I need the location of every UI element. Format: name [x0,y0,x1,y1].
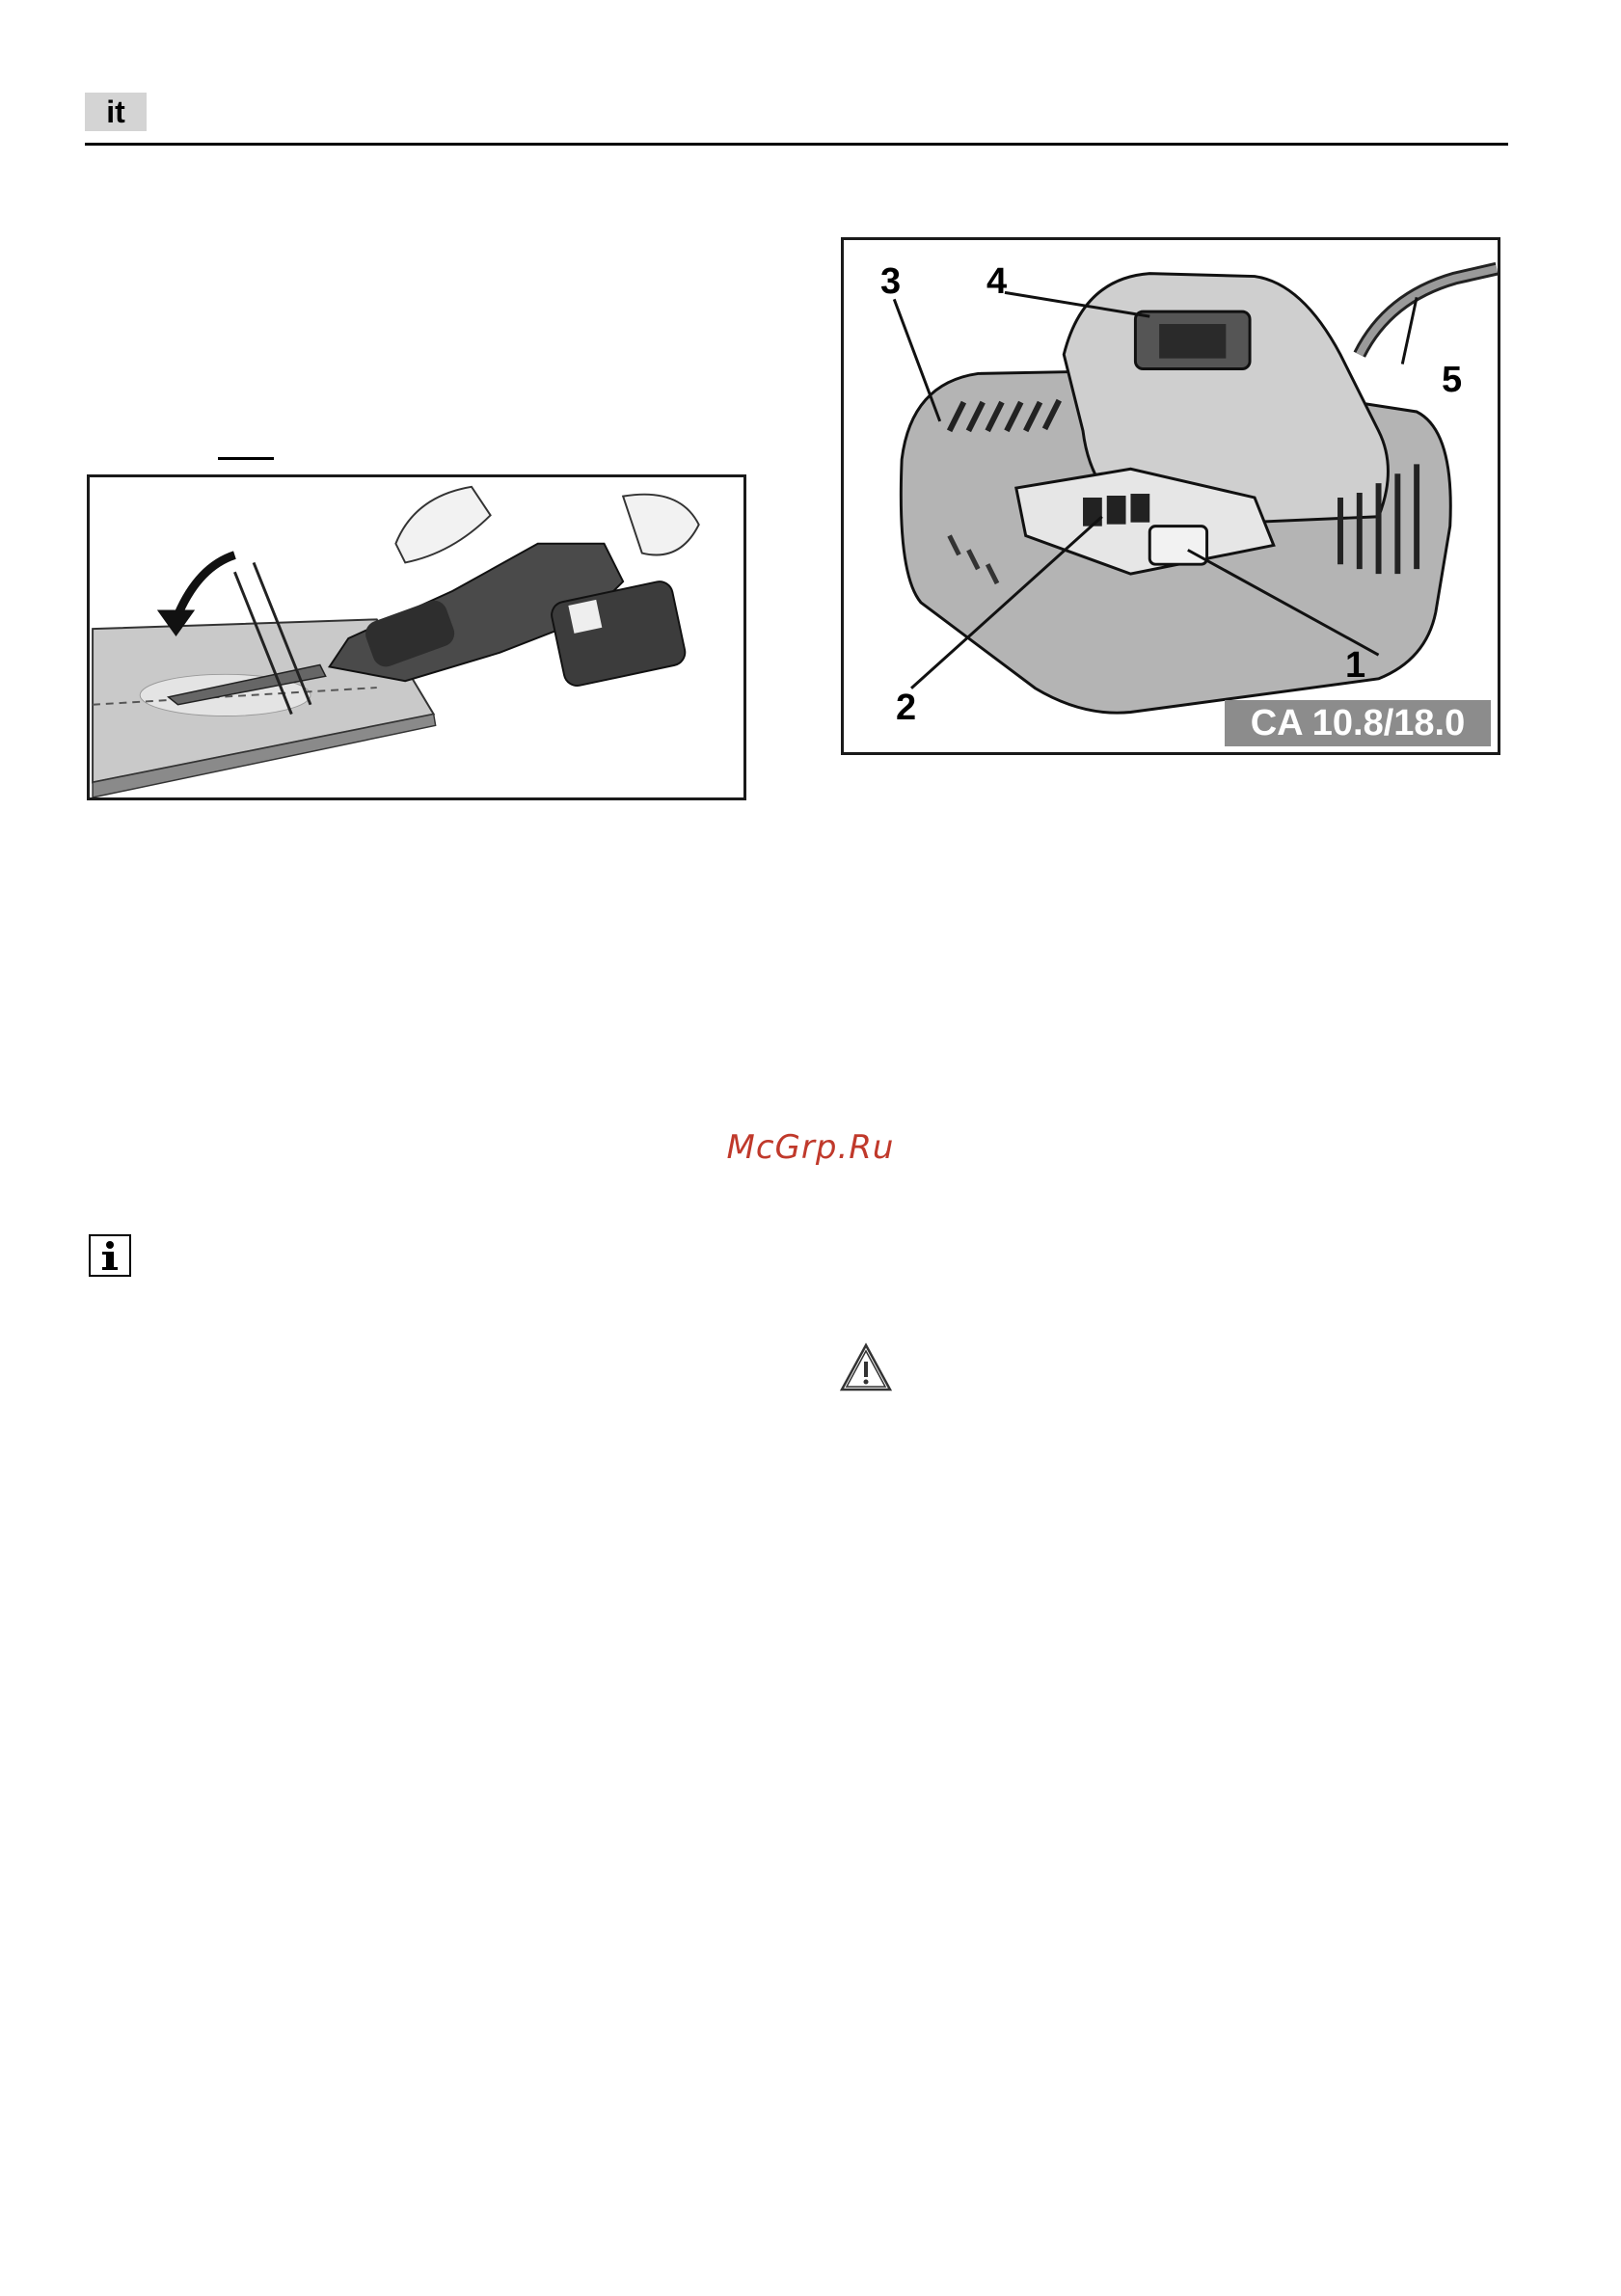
charger-illustration [844,240,1498,752]
charger-model-label: CA 10.8/18.0 [1225,700,1491,746]
language-badge: it [85,93,147,131]
charger-callout-3: 3 [880,261,902,302]
warning-triangle-icon [839,1342,893,1392]
saw-cutting-illustration [90,477,743,797]
reference-underline [218,457,274,460]
charger-figure [841,237,1500,755]
charger-callout-2: 2 [896,688,917,728]
watermark: McGrp.Ru [726,1128,895,1167]
header-rule [85,143,1508,146]
charger-callout-1: 1 [1345,645,1366,686]
charger-callout-5: 5 [1442,360,1463,400]
saw-cutting-figure [87,474,746,800]
charger-callout-4: 4 [986,261,1008,302]
info-icon [89,1234,131,1277]
